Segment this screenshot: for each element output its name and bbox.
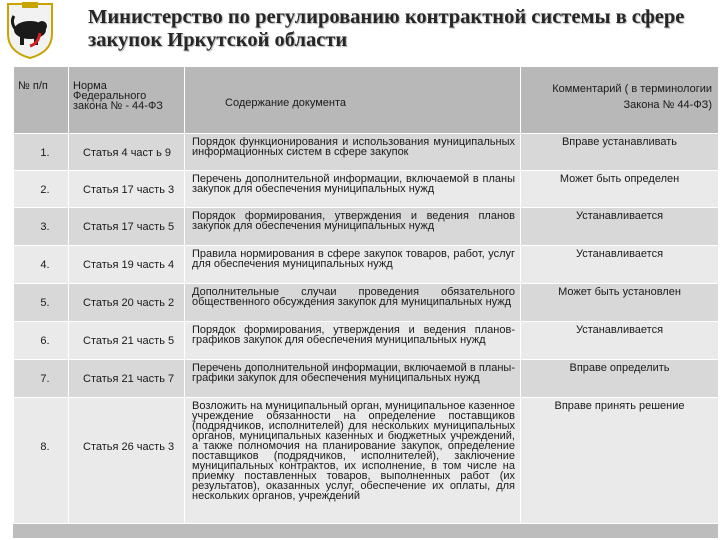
cell-num: 2. [14,171,69,208]
table-row [14,208,719,246]
slide-header [0,0,720,68]
cell-comment: Устанавливается [521,246,719,284]
cell-norm: Статья 17 часть 3 [69,171,185,208]
cell-norm: Статья 19 часть 4 [69,246,185,284]
cell-content: Порядок формирования, утверждения и ведения планов закупок для обеспечения муниципальных нужд [185,208,521,246]
page-title: Министерство по регулированию контрактной системы в сфере закупок Иркутской области [88,6,685,51]
table-row [14,398,719,524]
cell-norm: Статья 21 часть 7 [69,360,185,398]
header-content: Содержание документа [185,67,521,134]
cell-content: Порядок функционирования и использования муниципальных информационных систем в сфере закупок [185,134,521,171]
table-row [14,322,719,360]
table-row [14,134,719,171]
header-comment: Комментарий ( в терминологии Закона № 44-ФЗ) [521,67,719,134]
cell-comment: Может быть установлен [521,284,719,322]
header-norm: Норма Федерального закона № - 44-ФЗ [69,67,185,134]
cell-norm: Статья 4 част ь 9 [69,134,185,171]
cell-num: 7. [14,360,69,398]
table-row [14,360,719,398]
cell-content: Правила нормирования в сфере закупок товаров, работ, услуг для обеспечения муниципальных нужд [185,246,521,284]
table-row [14,284,719,322]
table-row [14,171,719,208]
cell-comment: Вправе определить [521,360,719,398]
header-num: № п/п [14,67,69,134]
cell-content: Перечень дополнительной информации, включаемой в планы-графики закупок для обеспечения муниципальных нужд [185,360,521,398]
cell-comment: Устанавливается [521,208,719,246]
cell-comment: Может быть определен [521,171,719,208]
table-header-row [14,67,719,134]
cell-num: 3. [14,208,69,246]
cell-comment: Вправе устанавливать [521,134,719,171]
cell-norm: Статья 20 часть 2 [69,284,185,322]
cell-content: Возложить на муниципальный орган, муниципальное казенное учреждение обязанности на определение поставщиков (подрядчиков, исполнителей) для нескольких муниципальных органов, муниципальных казенных и бюджетных учреждений, а также полномочия на планирование закупок, определение поставщиков (подрядчиков, исполнителей), заключение муниципальных контрактов, их исполнение, в том числе на приемку поставленных товаров, выполненных работ (их результатов), оказанных услуг, обеспечение их оплаты, для нескольких органов, учреждений [185,398,521,524]
cell-num: 6. [14,322,69,360]
cell-norm: Статья 17 часть 5 [69,208,185,246]
cell-comment: Устанавливается [521,322,719,360]
irkutsk-coat-of-arms-icon [0,0,60,60]
norms-table [13,66,719,524]
cell-num: 8. [14,398,69,524]
cell-num: 5. [14,284,69,322]
cell-content: Дополнительные случаи проведения обязательного общественного обсуждения закупок для муниципальных нужд [185,284,521,322]
cell-comment: Вправе принять решение [521,398,719,524]
table-row [14,246,719,284]
cell-num: 4. [14,246,69,284]
cell-content: Порядок формирования, утверждения и ведения планов-графиков закупок для обеспечения муниципальных нужд [185,322,521,360]
cell-norm: Статья 26 часть 3 [69,398,185,524]
cell-norm: Статья 21 часть 5 [69,322,185,360]
norms-table-container [13,66,718,538]
cell-num: 1. [14,134,69,171]
cell-content: Перечень дополнительной информации, включаемой в планы закупок для обеспечения муниципальных нужд [185,171,521,208]
